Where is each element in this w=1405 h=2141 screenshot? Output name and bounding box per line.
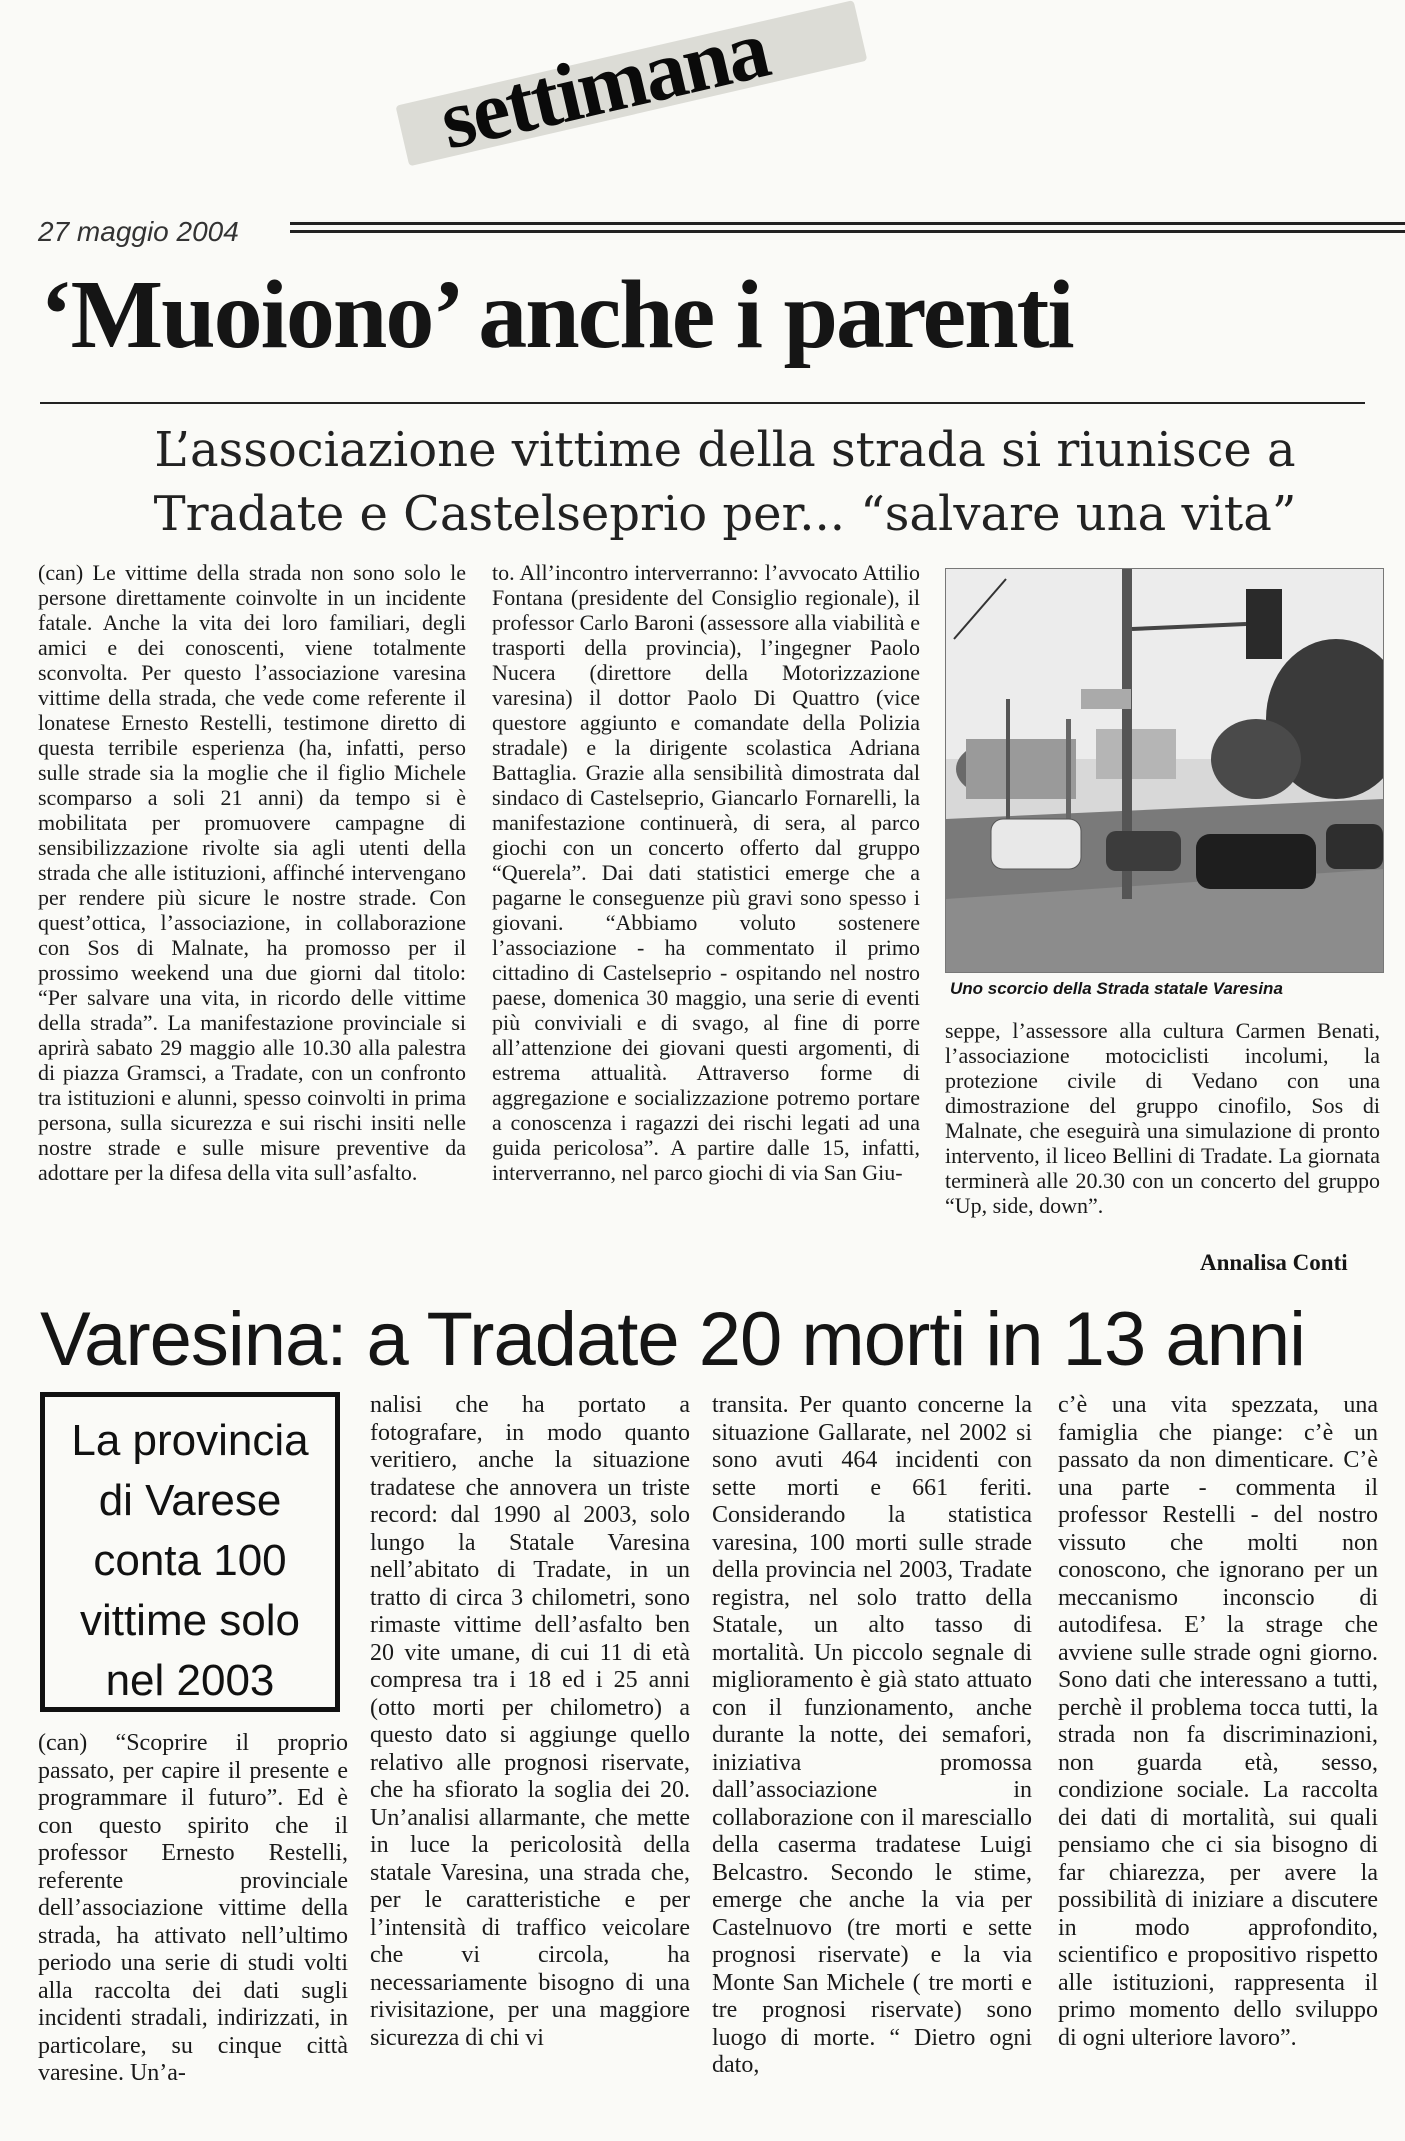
issue-date: 27 maggio 2004 [38, 216, 239, 247]
article2-col3-text: transita. Per quanto concerne la situazione Gallarate, nel 2002 si sono avuti 464 incidenti con sette morti e 661 feriti. Considerando la statistica varesina, 100 morti sulle strade della provincia nel 2003, Tradate registra, nel solo tratto della Statale, un alto tasso di mortalità. Un piccolo segnale di miglioramento è già stato attuato con il funzionamento, anche durante la notte, dei semafori, iniziativa promossa dall’associazione in collaborazione con il maresciallo della caserma tradatese Luigi Belcastro. Secondo le stime, emerge che anche la via per Castelnuovo (tre morti e sette prognosi riservate) e la via Monte San Michele ( tre morti e tre prognosi riservate) sono luogo di morte. “ Dietro ogni dato, [712, 1392, 1032, 2078]
article1-column-2 [492, 560, 920, 1185]
article1-column-3 [945, 1018, 1380, 1218]
article2-col4-text: c’è una vita spezzata, una famiglia che piange: c’è un passato da non dimenticare. C’è una parte - commenta il professor Restelli - del nostro vissuto che molti non conoscono, che ignorano per un meccanismo inconscio di autodifesa. E’ la strage che avviene sulle strade ogni giorno. Sono dati che interessano a tutti, perchè il problema tocca tutti, la strada non fa discriminazioni, non guarda età, sesso, condizione sociale. La raccolta dei dati di mortalità, sui quali pensiamo che ci sia bisogno di far chiarezza, per avere la possibilità di iniziare a discutere in modo approfondito, scientifico e propositivo rispetto alle istituzioni, rappresenta il primo momento dello sviluppo di ogni ulteriore lavoro”. [1058, 1392, 1378, 2051]
article1-col3-text: seppe, l’assessore alla cultura Carmen Benati, l’associazione motociclisti incolumi, la protezione civile di Vedano con una dimostrazione del gruppo cinofilo, Sos di Malnate, che eseguirà una simulazione di pronto intervento, il liceo Bellini di Tradate. La giornata terminerà alle 20.30 con un concerto del gruppo “Up, side, down”. [945, 1018, 1380, 1218]
author-signature: Annalisa Conti [1200, 1250, 1348, 1275]
photo-caption: Uno scorcio della Strada statale Varesina [950, 979, 1283, 998]
article1-col2-text: to. All’incontro interverranno: l’avvocato Attilio Fontana (presidente del Consiglio regionale), il professor Carlo Baroni (assessore alla viabilità e trasporti della provincia), l’ingegner Paolo Nucera (direttore della Motorizzazione varesina) il dottor Paolo Di Quattro (vice questore aggiunto e comandate della Polizia stradale) e la dirigente scolastica Adriana Battaglia. Grazie alla sensibilità dimostrata dal sindaco di Castelseprio, Giancarlo Fornarelli, la manifestazione continuerà, di sera, al parco giochi con un concerto offerto dal gruppo “Querela”. Dai dati statistici emerge che a pagarne le conseguenze più gravi sono spesso i giovani. “Abbiamo voluto sostenere l’associazione - ha commentato il primo cittadino di Castelseprio - ospitando nel nostro paese, domenica 30 maggio, una serie di eventi più conviviali e di svago, al fine di porre all’attenzione dei giovani questi argomenti, di estrema attualità. Attraverso forme di aggregazione e socializzazione potremo portare a conoscenza i ragazzi dei rischi legati ad una guida pericolosa”. A partire dalle 15, infatti, interverranno, nel parco giochi di via San Giu- [492, 560, 920, 1185]
subheadline: L’associazione vittime della strada si riunisce a Tradate e Castelseprio per... “salvare una vita” [153, 422, 1297, 542]
article2-column-3 [712, 1392, 1032, 2080]
boxquote: La provincia di Varese conta 100 vittime solo nel 2003 [40, 1392, 340, 1712]
article2-column-4 [1058, 1392, 1378, 2052]
headline-2: Varesina: a Tradate 20 morti in 13 anni [40, 1297, 1306, 1382]
street-photo-image [946, 569, 1383, 972]
article2-column-1 [38, 1730, 348, 2088]
masthead-title: settimana [431, 2, 777, 168]
article2-col1-text: (can) “Scoprire il proprio passato, per capire il presente e programmare il futuro”. Ed è con questo spirito che il professor Ernesto Restelli, referente provinciale dell’associazione vittime della strada, ha attivato nell’ultimo periodo una serie di studi volti alla raccolta dei dati sugli incidenti stradali, indirizzati, in particolare, su cinque città varesine. Un’a- [38, 1730, 348, 2086]
headline-rule [40, 402, 1365, 404]
article1-column-1 [38, 560, 466, 1185]
article1-col1-text: (can) Le vittime della strada non sono solo le persone direttamente coinvolte in un incidente fatale. Anche la vita dei loro familiari, degli amici e dei conoscenti, viene totalmente sconvolta. Per questo l’associazione varesina vittime della strada, che vede come referente il lonatese Ernesto Restelli, testimone diretto di questa terribile esperienza (ha, infatti, perso sulle strade sia la moglie che il figlio Michele scomparso a soli 21 anni) da tempo si è mobilitata per promuovere campagne di sensibilizzazione rivolte sia agli utenti della strada che alle istituzioni, affinché intervengano per rendere più sicure le nostre strade. Con quest’ottica, l’associazione, in collaborazione con Sos di Malnate, ha promosso per il prossimo weekend una due giorni dal titolo: “Per salvare una vita, in ricordo delle vittime della strada”. La manifestazione provinciale si aprirà sabato 29 maggio alle 10.30 alla palestra di piazza Gramsci, a Tradate, con un confronto tra istituzioni e alunni, spesso coinvolti in prima persona, sulla sicurezza e sui rischi insiti nelle nostre strade e sulle misure preventive da adottare per la difesa della vita sull’asfalto. [38, 560, 466, 1185]
article2-col2-text: nalisi che ha portato a fotografare, in modo quanto veritiero, anche la situazione tradatese che annovera un triste record: dal 1990 al 2003, solo lungo la Statale Varesina nell’abitato di Tradate, in un tratto di circa 3 chilometri, sono rimaste vittime dell’asfalto ben 20 vite umane, di cui 11 di età compresa tra i 18 ed i 25 anni (otto morti per chilometro) a questo dato si aggiunge quello relativo alle prognosi riservate, che ha sfiorato la soglia dei 20. Un’analisi allarmante, che mette in luce la pericolosità della statale Varesina, una strada che, per le caratteristiche e per l’intensità di traffico veicolare che vi circola, ha necessariamente bisogno di una rivisitazione, per una maggiore sicurezza di chi vi [370, 1392, 690, 2051]
headline: ‘Muoiono’ anche i parenti [40, 261, 1073, 369]
masthead-logo [391, 0, 876, 201]
date-rule [290, 222, 1405, 238]
street-photo [945, 568, 1384, 973]
article2-column-2 [370, 1392, 690, 2052]
